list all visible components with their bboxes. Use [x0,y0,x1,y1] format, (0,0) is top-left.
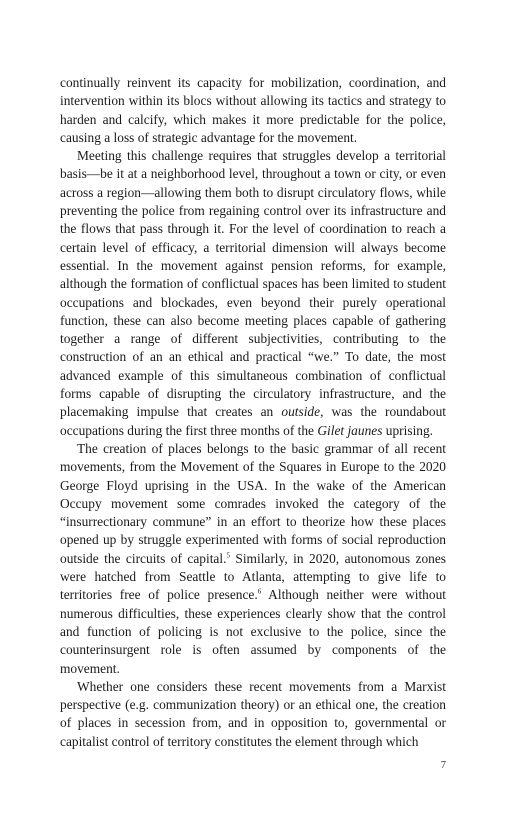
page-number: 7 [440,760,446,771]
paragraph-2-text: Meeting this challenge requires that struggles develop a territorial basis—be it at a neighborhood level, throughout a town or city, or even across a region—allowing them both to disrupt circulatory flows, while preventing the police from regaining control over its infrastructure and the flows that pass through it. For the level of coordination to reach a certain level of efficacy, a territorial dimension will always become essential. In the movement against pension reforms, for example, although the formation of conflictual spaces has been limited to student occupations and blockades, even beyond their purely operational function, these can also become meeting places capable of gathering together a range of different subjectivities, contributing to the construction of an an ethical and practical “we.” To date, the most advanced example of this simultaneous combination of conflictual forms capable of disrupting the circulatory infrastructure, and the placemaking impulse that creates an [60,148,446,420]
italic-term-gilet-jaunes: Gilet jaunes [317,422,383,438]
italic-term-outside: outside [281,404,321,420]
body-text [60,74,446,751]
paragraph-3 [60,440,446,678]
paragraph-3-text-cont: Similarly, in 2020, autonomous zones were hatched from Seattle to Atlanta, attempting to give life to territories free of police presence. [60,550,446,603]
paragraph-2-text-end: uprising. [382,422,434,438]
paragraph-2 [60,147,446,440]
footnote-ref-5[interactable]: 5 [226,551,230,560]
paragraph-2-text-cont: , was the roundabout occupations during the first three months of the [60,404,446,438]
paragraph-1: continually reinvent its capacity for mobilization, coordination, and intervention within its blocs without allowing its tactics and strategy to harden and calcify, which makes it more predictable for the police, causing a loss of strategic advantage for the movement. [60,75,446,145]
paragraph-4: Whether one considers these recent movements from a Marxist perspective (e.g. communization theory) or an ethical one, the creation of places in secession from, and in opposition to, governmental or capitalist control of territory constitutes the element through which [60,678,446,749]
footnote-ref-6[interactable]: 6 [257,587,262,596]
paragraph-3-text: The creation of places belongs to the basic grammar of all recent movements, from the Movement of the Squares in Europe to the 2020 George Floyd uprising in the USA. In the wake of the American Occupy movement some comrades invoked the category of the “insurrectionary commune” in an effort to theorize how these places opened up by struggle experimented with forms of social reproduction outside the circuits of capital. [60,440,446,566]
paragraph-3-text-end: Although neither were without numerous difficulties, these experiences clearly show that the control and function of policing is not exclusive to the police, since the counterinsurgent role is often assumed by components of the movement. [60,587,446,676]
